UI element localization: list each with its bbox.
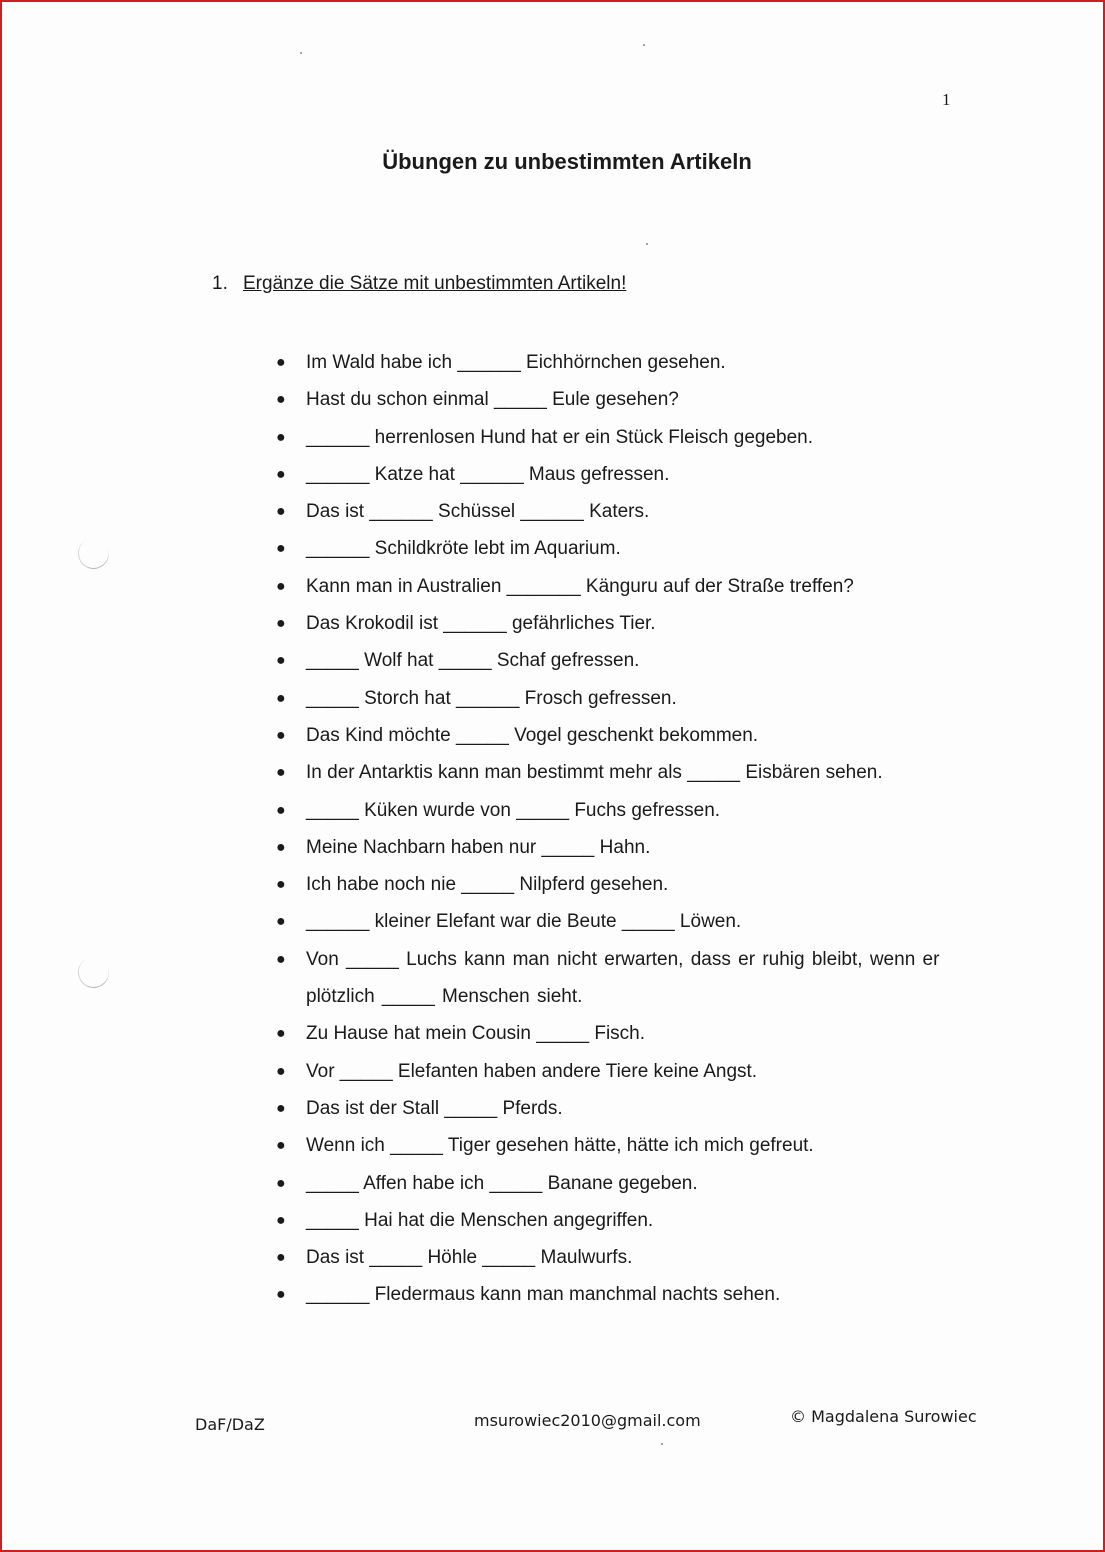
bullet-icon: ● (276, 689, 286, 707)
sentence-text: Ich habe noch nie _____ Nilpferd gesehen. (306, 874, 669, 896)
footer-email: msurowiec2010@gmail.com (474, 1411, 701, 1430)
sentence-text: ______ herrenlosen Hund hat er ein Stück Fleisch gegeben. (306, 426, 814, 448)
bullet-icon: ● (276, 876, 286, 894)
sentence-text: Wenn ich _____ Tiger gesehen hätte, hätte ich mich gefreut. (306, 1135, 814, 1157)
sentence-text: Vor _____ Elefanten haben andere Tiere keine Angst. (306, 1060, 758, 1082)
list-item (272, 903, 972, 940)
list-item (272, 642, 972, 679)
sentence-text: _____ Wolf hat _____ Schaf gefressen. (306, 650, 640, 672)
bullet-icon: ● (276, 1099, 286, 1117)
bullet-icon: ● (276, 1025, 286, 1043)
sentence-text: In der Antarktis kann man bestimmt mehr als _____ Eisbären sehen. (306, 762, 883, 784)
sentence-text: Hast du schon einmal _____ Eule gesehen? (306, 389, 679, 411)
list-item (272, 419, 972, 456)
list-item (272, 1127, 972, 1164)
bullet-icon: ● (276, 726, 286, 744)
list-item (272, 1202, 972, 1239)
task-heading (212, 273, 626, 295)
list-item (272, 1165, 972, 1202)
bullet-icon: ● (276, 1137, 286, 1155)
sentence-list (272, 344, 972, 1314)
sentence-text: Zu Hause hat mein Cousin _____ Fisch. (306, 1023, 646, 1045)
bullet-icon: ● (276, 801, 286, 819)
sentence-text: ______ Katze hat ______ Maus gefressen. (306, 463, 670, 485)
sentence-text: Kann man in Australien _______ Känguru auf der Straße treffen? (306, 575, 854, 597)
sentence-text: _____ Hai hat die Menschen angegriffen. (306, 1209, 654, 1231)
list-item (272, 605, 972, 642)
sentence-text: _____ Küken wurde von _____ Fuchs gefressen. (306, 799, 721, 821)
sentence-text: ______ kleiner Elefant war die Beute _____ Löwen. (306, 911, 742, 933)
sentence-text: Das Krokodil ist ______ gefährliches Tier. (306, 613, 656, 635)
bullet-icon: ● (276, 503, 286, 521)
list-item (272, 717, 972, 754)
sentence-text: _____ Affen habe ich _____ Banane gegeben. (306, 1172, 698, 1194)
bullet-icon: ● (276, 1174, 286, 1192)
bullet-icon: ● (276, 428, 286, 446)
list-item (272, 1090, 972, 1127)
sentence-text: Das Kind möchte _____ Vogel geschenkt bekommen. (306, 724, 759, 746)
sentence-text: Das ist der Stall _____ Pferds. (306, 1097, 563, 1119)
list-item (272, 456, 972, 493)
bullet-icon: ● (276, 1286, 286, 1304)
footer-course-label: DaF/DaZ (195, 1415, 265, 1434)
list-item (272, 680, 972, 717)
list-item (272, 754, 972, 791)
bullet-icon: ● (276, 1211, 286, 1229)
task-instruction: Ergänze die Sätze mit unbestimmten Artikeln! (243, 273, 627, 294)
sentence-text: _____ Storch hat ______ Frosch gefressen. (306, 687, 677, 709)
list-item (272, 1053, 972, 1090)
list-item (272, 1239, 972, 1276)
list-item (272, 941, 972, 1016)
bullet-icon: ● (276, 354, 286, 371)
list-item (272, 866, 972, 903)
punch-hole-mark (74, 953, 114, 993)
list-item (272, 1015, 972, 1052)
bullet-icon: ● (276, 838, 286, 856)
sentence-text: ______ Schildkröte lebt im Aquarium. (306, 538, 621, 560)
punch-hole-mark (74, 534, 114, 574)
sentence-text: ______ Fledermaus kann man manchmal nachts sehen. (306, 1284, 781, 1306)
bullet-icon: ● (276, 913, 286, 931)
list-item (272, 1276, 972, 1313)
bullet-icon: ● (276, 652, 286, 670)
bullet-icon: ● (276, 391, 286, 409)
bullet-icon: ● (276, 465, 286, 483)
page-title: Übungen zu unbestimmten Artikeln (382, 149, 752, 174)
list-item (272, 344, 972, 381)
sentence-text: Meine Nachbarn haben nur _____ Hahn. (306, 836, 651, 858)
bullet-icon: ● (276, 577, 286, 595)
list-item (272, 792, 972, 829)
bullet-icon: ● (276, 615, 286, 633)
sentence-text: Das ist _____ Höhle _____ Maulwurfs. (306, 1247, 633, 1269)
list-item (272, 493, 972, 530)
list-item (272, 568, 972, 605)
footer-copyright: © Magdalena Surowiec (790, 1407, 977, 1426)
list-item (272, 530, 972, 567)
sentence-text: Das ist ______ Schüssel ______ Katers. (306, 501, 650, 523)
bullet-icon: ● (276, 1249, 286, 1267)
page-number: 1 (942, 90, 951, 109)
sentence-text: Von _____ Luchs kann man nicht erwarten, dass er ruhig bleibt, wenn er plötzlich _____ Menschen sieht. (306, 948, 940, 1008)
list-item (272, 829, 972, 866)
bullet-icon: ● (276, 1062, 286, 1080)
bullet-icon: ● (276, 950, 286, 968)
bullet-icon: ● (276, 540, 286, 558)
list-item (272, 381, 972, 418)
sentence-text: Im Wald habe ich ______ Eichhörnchen gesehen. (306, 352, 726, 373)
task-number: 1. (212, 273, 228, 294)
bullet-icon: ● (276, 764, 286, 782)
